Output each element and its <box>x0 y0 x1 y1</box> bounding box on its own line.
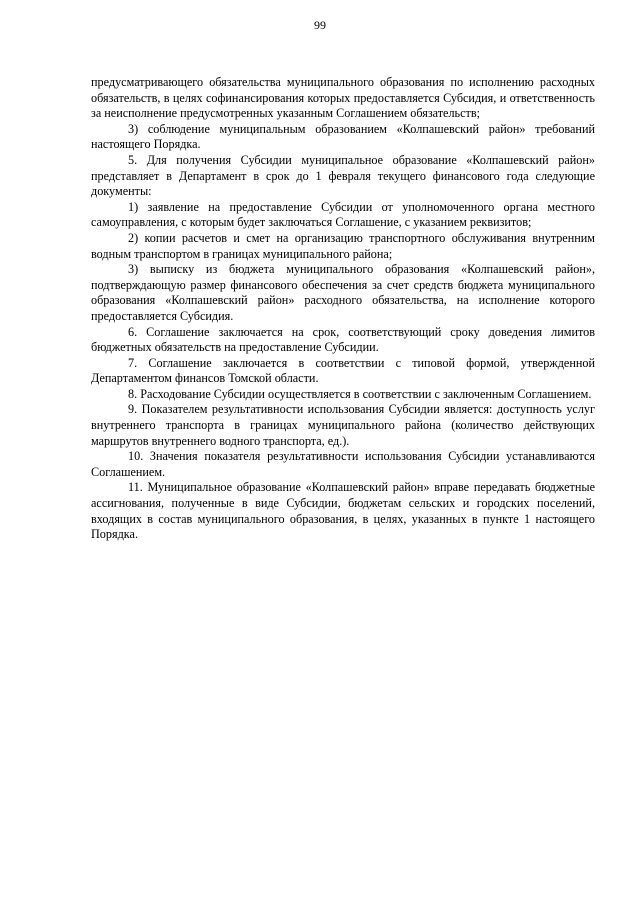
paragraph-section-11: 11. Муниципальное образование «Колпашевский район» вправе передавать бюджетные ассигнования, полученные в виде Субсидии, бюджетам сельских и городских поселений, входящих в состав муниципального образования, в целях, указанных в пункте 1 настоящего Порядка. <box>91 480 595 542</box>
paragraph-section-7: 7. Соглашение заключается в соответствии с типовой формой, утвержденной Департаментом финансов Томской области. <box>91 355 595 386</box>
paragraph-section-10: 10. Значения показателя результативности использования Субсидии устанавливаются Соглашением. <box>91 449 595 479</box>
paragraph-section-9: 9. Показателем результативности использования Субсидии является: доступность услуг внутреннего транспорта в границах муниципального района (количество действующих маршрутов внутреннего водного транспорта, ед.). <box>91 402 595 448</box>
paragraph-item-3-budget-extract: 3) выписку из бюджета муниципального образования «Колпашевский район», подтверждающую размер финансового обеспечения за счет средств бюджета муниципального образования «Колпашевский район» расходного обязательства, на исполнение которого предоставляется Субсидия. <box>91 262 595 323</box>
document-body <box>91 75 595 543</box>
paragraph-section-8: 8. Расходование Субсидии осуществляется в соответствии с заключенным Соглашением. <box>128 386 592 401</box>
paragraph-section-6: 6. Соглашение заключается на срок, соответствующий сроку доведения лимитов бюджетных обязательств на предоставление Субсидии. <box>91 324 595 355</box>
paragraph-continuation: предусматривающего обязательства муниципального образования по исполнению расходных обязательств, в целях софинансирования которых предоставляется Субсидия, и ответственность за неисполнение предусмотренных указанным Соглашением обязательств; <box>91 75 595 121</box>
paragraph-section-5: 5. Для получения Субсидии муниципальное образование «Колпашевский район» представляет в Департамент в срок до 1 февраля текущего финансового года следующие документы: <box>91 152 595 199</box>
page-number: 99 <box>314 18 326 32</box>
paragraph-item-3-compliance: 3) соблюдение муниципальным образованием «Колпашевский район» требований настоящего Порядка. <box>91 121 595 152</box>
paragraph-item-2-estimates: 2) копии расчетов и смет на организацию транспортного обслуживания внутренним водным транспортом в границах муниципального района; <box>91 230 595 261</box>
paragraph-item-1-application: 1) заявление на предоставление Субсидии от уполномоченного органа местного самоуправления, с которым будет заключаться Соглашение, с указанием реквизитов; <box>91 199 595 230</box>
